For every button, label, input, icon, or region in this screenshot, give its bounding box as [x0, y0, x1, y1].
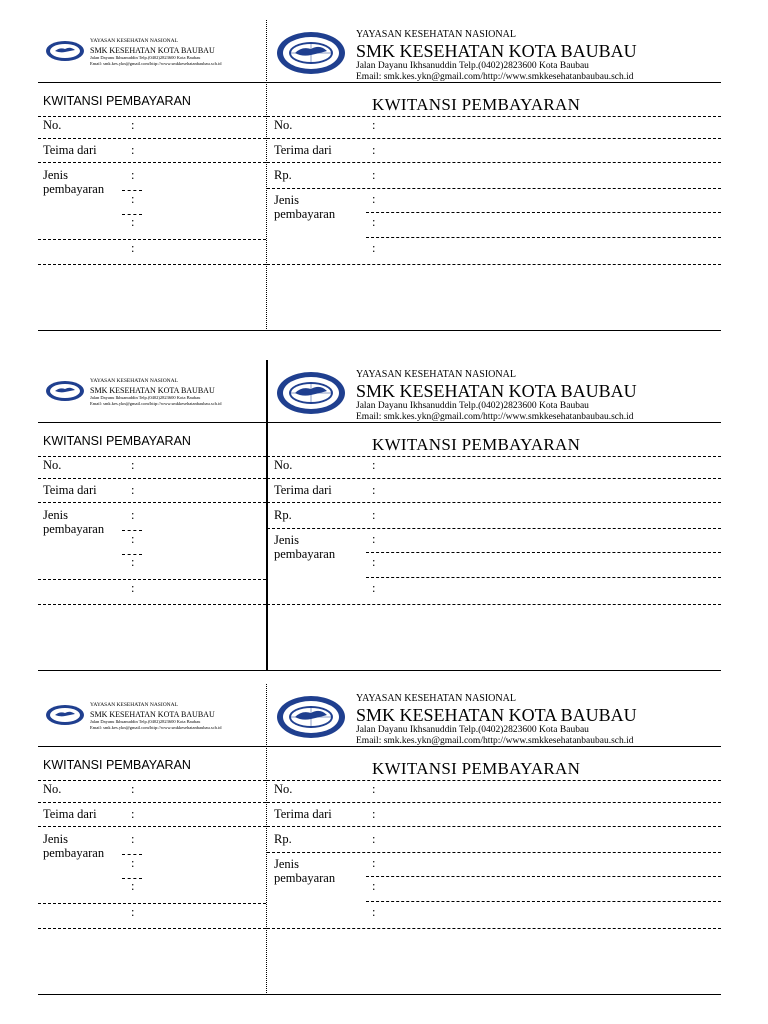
stub-payment-label-1: Jenis: [43, 508, 68, 522]
stub-payment-colon-4: :: [131, 241, 135, 255]
stub-payment-colon-3: :: [131, 879, 135, 893]
stub-org: YAYASAN KESEHATAN NASIONAL: [90, 378, 178, 384]
stub-header-rule: [38, 422, 266, 423]
main-header-rule: [267, 422, 721, 423]
main-no-field[interactable]: [267, 478, 721, 479]
school-emblem-icon: [45, 380, 85, 402]
main-school: SMK KESEHATAN KOTA BAUBAU: [356, 705, 637, 725]
stub-address: Jalan Dayanu Ikhsanuddin Telp.(0402)2823600 Kota Baubau: [90, 395, 201, 400]
stub-payment-colon-3: :: [131, 215, 135, 229]
main-from-label: Terima dari: [274, 807, 332, 821]
school-emblem-icon: [276, 31, 346, 75]
main-payment-colon-2: :: [372, 555, 376, 569]
school-emblem-icon: [45, 704, 85, 726]
main-payment-field-1[interactable]: [366, 876, 721, 877]
main-amount-label: Rp.: [274, 832, 292, 846]
main-no-field[interactable]: [267, 138, 721, 139]
main-header: [356, 28, 637, 83]
receipt-bottom-rule: [38, 994, 721, 995]
stub-payment-label-1: Jenis: [43, 168, 68, 182]
stub-org: YAYASAN KESEHATAN NASIONAL: [90, 38, 178, 44]
stub-from-colon: :: [131, 483, 135, 497]
main-payment-colon-3: :: [372, 241, 376, 255]
main-header-rule: [267, 82, 721, 83]
main-rule: [267, 116, 721, 117]
stub-payment-colon-3: :: [131, 555, 135, 569]
main-amount-label: Rp.: [274, 168, 292, 182]
stub-payment-field-3[interactable]: [38, 239, 266, 240]
main-org: YAYASAN KESEHATAN NASIONAL: [356, 693, 516, 704]
main-org: YAYASAN KESEHATAN NASIONAL: [356, 369, 516, 380]
stub-payment-label-2: pembayaran: [43, 522, 105, 536]
main-amount-field[interactable]: [267, 528, 721, 529]
stub-payment-field-3[interactable]: [38, 903, 266, 904]
main-from-label: Terima dari: [274, 483, 332, 497]
stub-header-rule: [38, 82, 266, 83]
stub-email: Email: smk.kes.ykn@gmail.com/http://www.smkkesehatanbaubau.sch.id: [90, 725, 222, 730]
stub-from-label: Teima dari: [43, 807, 97, 821]
school-emblem-icon: [276, 695, 346, 739]
stub-no-colon: :: [131, 782, 135, 796]
main-title: KWITANSI PEMBAYARAN: [372, 95, 581, 114]
stub-payment-field-4[interactable]: [38, 264, 266, 265]
main-header-rule: [267, 746, 721, 747]
main-amount-label: Rp.: [274, 508, 292, 522]
stub-org: YAYASAN KESEHATAN NASIONAL: [90, 702, 178, 708]
stub-email: Email: smk.kes.ykn@gmail.com/http://www.smkkesehatanbaubau.sch.id: [90, 401, 222, 406]
main-payment-field-1[interactable]: [366, 552, 721, 553]
main-payment-field-1[interactable]: [366, 212, 721, 213]
main-address: Jalan Dayanu Ikhsanuddin Telp.(0402)2823600 Kota Baubau: [356, 401, 589, 411]
main-org: YAYASAN KESEHATAN NASIONAL: [356, 29, 516, 40]
stub-payment-field-1[interactable]: [122, 190, 142, 191]
stub-payment-label-2: pembayaran: [43, 846, 105, 860]
main-title: KWITANSI PEMBAYARAN: [372, 759, 581, 778]
main-payment-label-1: Jenis: [274, 533, 299, 547]
main-from-colon: :: [372, 143, 376, 157]
main-from-colon: :: [372, 483, 376, 497]
main-payment-label-1: Jenis: [274, 193, 299, 207]
stub-header: [90, 377, 221, 407]
stub-email: Email: smk.kes.ykn@gmail.com/http://www.smkkesehatanbaubau.sch.id: [90, 61, 222, 66]
receipt: [38, 684, 721, 995]
stub-title: KWITANSI PEMBAYARAN: [43, 94, 191, 108]
stub-from-field[interactable]: [38, 162, 266, 163]
main-no-label: No.: [274, 782, 293, 796]
main-payment-field-2[interactable]: [366, 577, 721, 578]
stub-payment-colon-1: :: [131, 168, 135, 182]
tear-line: [266, 360, 268, 671]
stub-title: KWITANSI PEMBAYARAN: [43, 434, 191, 448]
main-payment-label-2: pembayaran: [274, 871, 336, 885]
main-from-field[interactable]: [267, 162, 721, 163]
receipt-bottom-rule: [38, 670, 721, 671]
stub-payment-colon-4: :: [131, 581, 135, 595]
main-payment-label-1: Jenis: [274, 857, 299, 871]
main-school: SMK KESEHATAN KOTA BAUBAU: [356, 41, 637, 61]
main-payment-label-2: pembayaran: [274, 207, 336, 221]
main-school: SMK KESEHATAN KOTA BAUBAU: [356, 381, 637, 401]
main-payment-field-3[interactable]: [267, 264, 721, 265]
main-payment-colon-1: :: [372, 532, 376, 546]
stub-school: SMK KESEHATAN KOTA BAUBAU: [90, 386, 215, 395]
receipt: [38, 360, 721, 671]
stub-payment-field-1[interactable]: [122, 854, 142, 855]
main-amount-field[interactable]: [267, 188, 721, 189]
main-amount-field[interactable]: [267, 852, 721, 853]
receipt: [38, 20, 721, 331]
stub-no-field[interactable]: [38, 478, 266, 479]
stub-no-label: No.: [43, 782, 62, 796]
main-from-colon: :: [372, 807, 376, 821]
main-amount-colon: :: [372, 168, 376, 182]
tear-line: [266, 684, 267, 995]
main-from-field[interactable]: [267, 826, 721, 827]
stub-payment-colon-1: :: [131, 508, 135, 522]
main-email: Email: smk.kes.ykn@gmail.com/http://www.smkkesehatanbaubau.sch.id: [356, 736, 634, 746]
stub-payment-colon-4: :: [131, 905, 135, 919]
main-title: KWITANSI PEMBAYARAN: [372, 435, 581, 454]
stub-header: [90, 701, 221, 731]
school-emblem-icon: [45, 40, 85, 62]
stub-rule: [38, 116, 266, 117]
stub-address: Jalan Dayanu Ikhsanuddin Telp.(0402)2823600 Kota Baubau: [90, 719, 201, 724]
main-amount-colon: :: [372, 508, 376, 522]
main-payment-colon-3: :: [372, 581, 376, 595]
main-from-field[interactable]: [267, 502, 721, 503]
stub-payment-label-2: pembayaran: [43, 182, 105, 196]
stub-no-label: No.: [43, 118, 62, 132]
stub-from-colon: :: [131, 143, 135, 157]
main-payment-field-2[interactable]: [366, 901, 721, 902]
main-header: [356, 368, 637, 423]
main-payment-colon-1: :: [372, 856, 376, 870]
main-address: Jalan Dayanu Ikhsanuddin Telp.(0402)2823600 Kota Baubau: [356, 61, 589, 71]
stub-payment-label-1: Jenis: [43, 832, 68, 846]
main-no-label: No.: [274, 458, 293, 472]
stub-no-field[interactable]: [38, 802, 266, 803]
stub-from-field[interactable]: [38, 826, 266, 827]
main-email: Email: smk.kes.ykn@gmail.com/http://www.smkkesehatanbaubau.sch.id: [356, 72, 634, 82]
receipt-bottom-rule: [38, 330, 721, 331]
main-no-colon: :: [372, 458, 376, 472]
main-no-colon: :: [372, 118, 376, 132]
main-no-field[interactable]: [267, 802, 721, 803]
stub-payment-colon-2: :: [131, 856, 135, 870]
stub-address: Jalan Dayanu Ikhsanuddin Telp.(0402)2823600 Kota Baubau: [90, 55, 201, 60]
stub-no-label: No.: [43, 458, 62, 472]
main-rule: [267, 780, 721, 781]
stub-header-rule: [38, 746, 266, 747]
main-payment-colon-2: :: [372, 879, 376, 893]
stub-header: [90, 37, 221, 67]
main-payment-colon-3: :: [372, 905, 376, 919]
stub-payment-field-4[interactable]: [38, 928, 266, 929]
main-no-label: No.: [274, 118, 293, 132]
stub-rule: [38, 456, 266, 457]
stub-payment-field-1[interactable]: [122, 530, 142, 531]
main-payment-field-3[interactable]: [267, 604, 721, 605]
main-payment-colon-1: :: [372, 192, 376, 206]
stub-payment-colon-2: :: [131, 532, 135, 546]
main-header: [356, 692, 637, 747]
stub-title: KWITANSI PEMBAYARAN: [43, 758, 191, 772]
main-address: Jalan Dayanu Ikhsanuddin Telp.(0402)2823600 Kota Baubau: [356, 725, 589, 735]
main-email: Email: smk.kes.ykn@gmail.com/http://www.smkkesehatanbaubau.sch.id: [356, 412, 634, 422]
stub-no-colon: :: [131, 118, 135, 132]
stub-payment-colon-1: :: [131, 832, 135, 846]
stub-no-field[interactable]: [38, 138, 266, 139]
stub-school: SMK KESEHATAN KOTA BAUBAU: [90, 46, 215, 55]
main-payment-colon-2: :: [372, 215, 376, 229]
main-payment-field-2[interactable]: [366, 237, 721, 238]
main-amount-colon: :: [372, 832, 376, 846]
stub-from-field[interactable]: [38, 502, 266, 503]
stub-payment-field-4[interactable]: [38, 604, 266, 605]
stub-from-colon: :: [131, 807, 135, 821]
main-payment-field-3[interactable]: [267, 928, 721, 929]
stub-payment-field-3[interactable]: [38, 579, 266, 580]
stub-payment-colon-2: :: [131, 192, 135, 206]
school-emblem-icon: [276, 371, 346, 415]
main-rule: [267, 456, 721, 457]
stub-rule: [38, 780, 266, 781]
stub-no-colon: :: [131, 458, 135, 472]
stub-from-label: Teima dari: [43, 143, 97, 157]
stub-school: SMK KESEHATAN KOTA BAUBAU: [90, 710, 215, 719]
tear-line: [266, 20, 267, 331]
main-from-label: Terima dari: [274, 143, 332, 157]
main-payment-label-2: pembayaran: [274, 547, 336, 561]
main-no-colon: :: [372, 782, 376, 796]
stub-from-label: Teima dari: [43, 483, 97, 497]
